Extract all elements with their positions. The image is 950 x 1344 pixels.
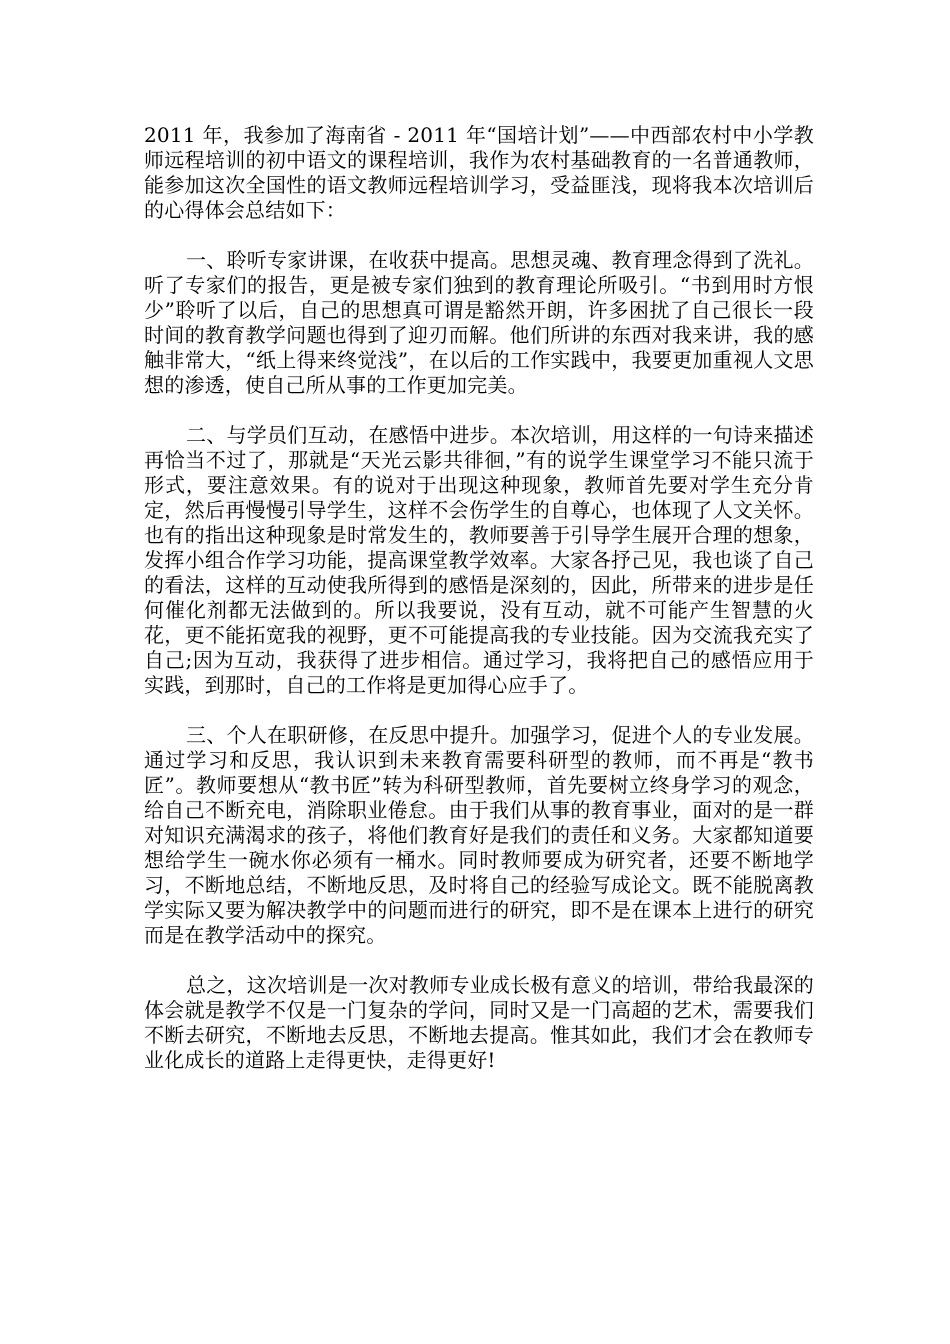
intro-paragraph: 2011 年，我参加了海南省 - 2011 年“国培计划”——中西部农村中小学教师远程培训的初中语文的课程培训，我作为农村基础教育的一名普通教师，能参加这次全国性的语文教师远程培训学习，受益匪浅，现将我本次培训后的心得体会总结如下： — [144, 123, 814, 222]
section-one-paragraph: 一、聆听专家讲课，在收获中提高。思想灵魂、教育理念得到了洗礼。听了专家们的报告，更是被专家们独到的教育理论所吸引。“书到用时方恨少”聆听了以后，自己的思想真可谓是豁然开朗，许多困扰了自己很长一段时间的教育教学问题也得到了迎刃而解。他们所讲的东西对我来讲，我的感触非常大，“纸上得来终觉浅”，在以后的工作实践中，我要更加重视人文思想的渗透，使自己所从事的工作更加完美。 — [144, 248, 814, 397]
conclusion-paragraph: 总之，这次培训是一次对教师专业成长极有意义的培训，带给我最深的体会就是教学不仅是一门复杂的学问，同时又是一门高超的艺术，需要我们不断去研究，不断地去反思，不断地去提高。惟其如此，我们才会在教师专业化成长的道路上走得更快，走得更好! — [144, 973, 814, 1072]
document-body — [144, 123, 814, 1098]
section-three-paragraph: 三、个人在职研修，在反思中提升。加强学习，促进个人的专业发展。通过学习和反思，我认识到未来教育需要科研型的教师，而不再是“教书匠”。教师要想从“教书匠”转为科研型教师，首先要树立终身学习的观念，给自己不断充电，消除职业倦怠。由于我们从事的教育事业，面对的是一群对知识充满渴求的孩子，将他们教育好是我们的责任和义务。大家都知道要想给学生一碗水你必须有一桶水。同时教师要成为研究者，还要不断地学习，不断地总结，不断地反思，及时将自己的经验写成论文。既不能脱离教学实际又要为解决教学中的问题而进行的研究，即不是在课本上进行的研究而是在教学活动中的探究。 — [144, 723, 814, 947]
section-two-paragraph: 二、与学员们互动，在感悟中进步。本次培训，用这样的一句诗来描述再恰当不过了，那就是“天光云影共徘徊，”有的说学生课堂学习不能只流于形式，要注意效果。有的说对于出现这种现象，教师首先要对学生充分肯定，然后再慢慢引导学生，这样不会伤学生的自尊心，也体现了人文关怀。也有的指出这种现象是时常发生的，教师要善于引导学生展开合理的想象，发挥小组合作学习功能，提高课堂教学效率。大家各抒己见，我也谈了自己的看法，这样的互动使我所得到的感悟是深刻的，因此，所带来的进步是任何催化剂都无法做到的。所以我要说，没有互动，就不可能产生智慧的火花，更不能拓宽我的视野，更不可能提高我的专业技能。因为交流我充实了自己;因为互动，我获得了进步相信。通过学习，我将把自己的感悟应用于实践，到那时，自己的工作将是更加得心应手了。 — [144, 423, 814, 697]
